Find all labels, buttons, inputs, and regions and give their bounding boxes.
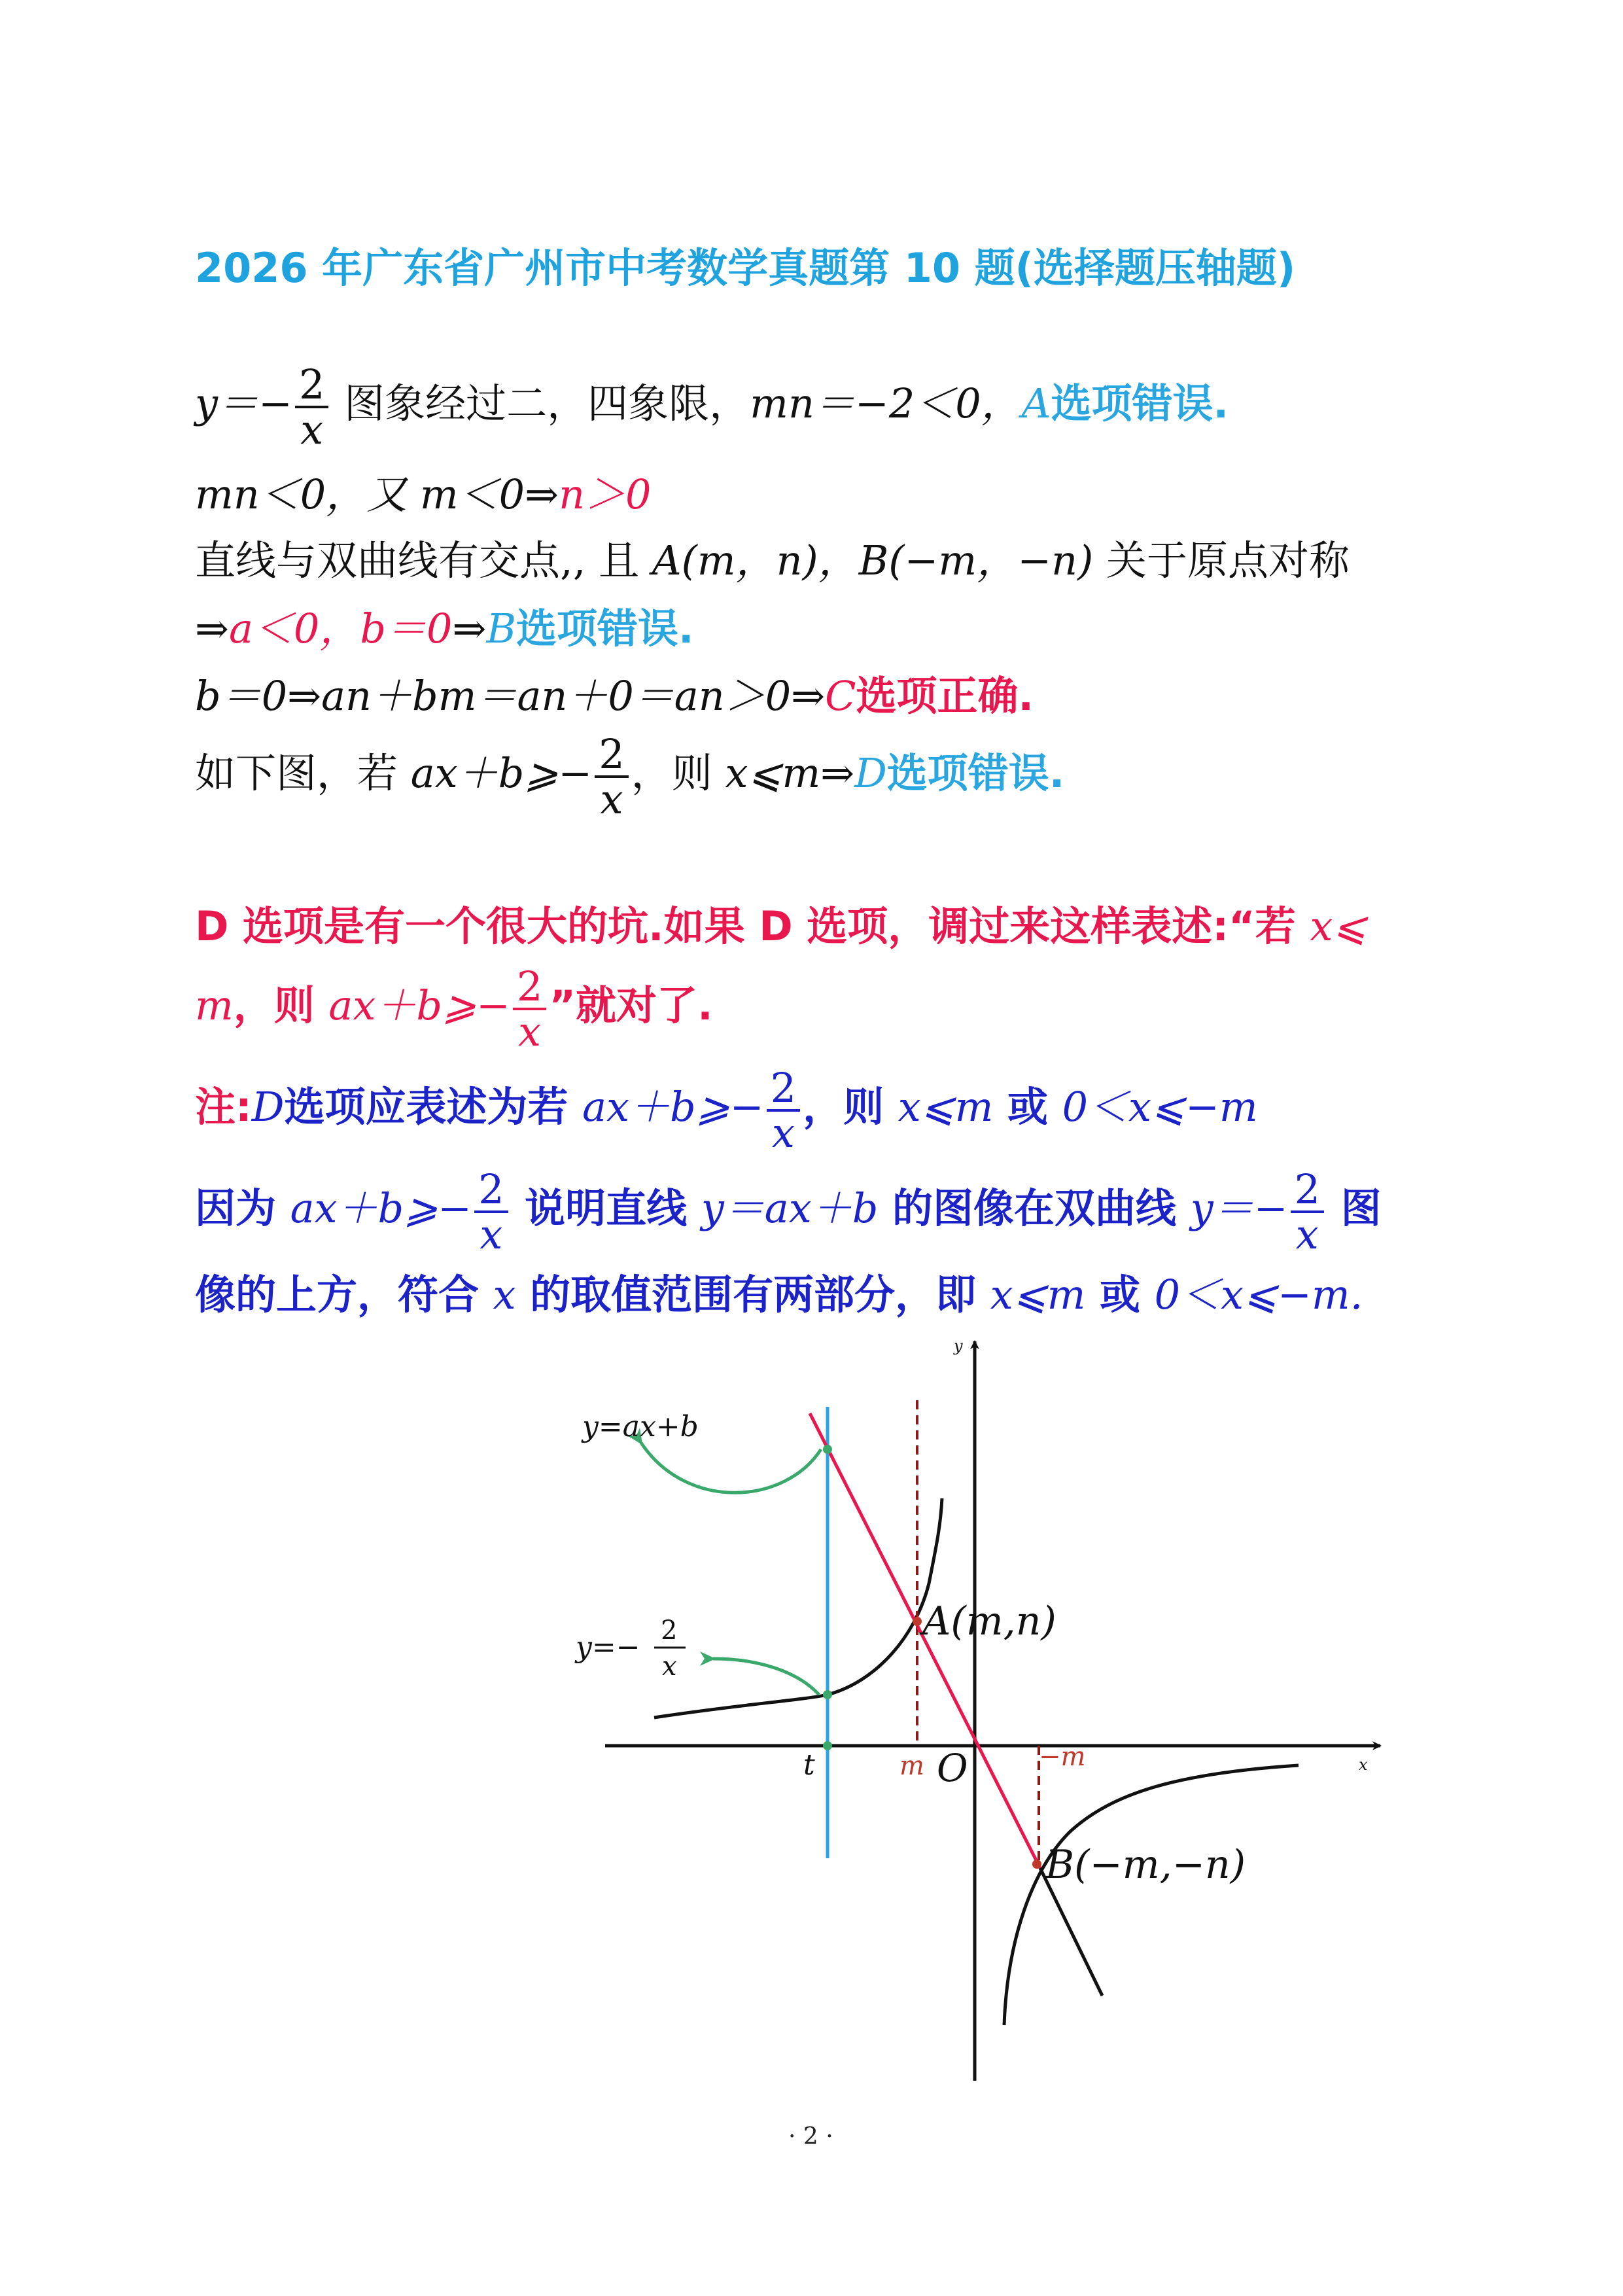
point-b-dot: [1032, 1860, 1041, 1869]
l6-text: 如下图，若: [195, 749, 411, 798]
red-note-then: ，则: [233, 981, 329, 1030]
l1-fraction: $\frac{2}{x}$: [295, 363, 328, 451]
explain-fraction-1: $\frac{2}{x}$: [474, 1168, 508, 1256]
l1-option: A: [1021, 380, 1051, 428]
neg-m-label: −m: [1039, 1742, 1086, 1772]
line-1: [195, 361, 1229, 454]
t-label: t: [803, 1748, 815, 1782]
l4-tail: 选项错误.: [516, 605, 694, 652]
l1-text: 图象经过二，四象限，: [344, 380, 750, 428]
explain-t6: 的取值范围有两部分，即: [515, 1271, 990, 1318]
note-text-2: ，则: [803, 1083, 898, 1131]
l2-math: mn＜0，又 m＜0⇒: [195, 470, 559, 518]
red-note-fraction: $\frac{2}{x}$: [513, 965, 546, 1053]
arrow-to-line-label: [641, 1443, 821, 1492]
explain-t4: 图: [1327, 1184, 1382, 1233]
point-b-label: B(−m,−n): [1045, 1842, 1246, 1888]
l3-tail: 关于原点对称: [1093, 537, 1350, 584]
t-axis-dot: [823, 1741, 832, 1750]
origin-label: O: [937, 1746, 968, 1790]
m-label: m: [899, 1751, 924, 1781]
point-a-dot: [913, 1617, 922, 1626]
line-label: y=ax+b: [582, 1410, 699, 1443]
line-4: [195, 605, 694, 652]
red-note-m: m: [195, 981, 234, 1030]
l3-text: 直线与双曲线有交点,, 且: [195, 537, 652, 584]
explain-m1: ax＋b⩾−: [290, 1184, 472, 1233]
explain-m6: 0＜x⩽−m.: [1154, 1271, 1363, 1318]
blue-note: [195, 1064, 1258, 1157]
explain-t2: 说明直线: [510, 1184, 701, 1233]
note-fraction: $\frac{2}{x}$: [767, 1067, 800, 1154]
arrow-to-hyperbola-label: [713, 1659, 819, 1695]
l4-arrow: ⇒: [195, 605, 229, 652]
l6-text2: ，则: [631, 749, 725, 798]
l4-red: a＜0，b＝0: [228, 605, 453, 652]
red-note-math: x⩽: [1310, 902, 1367, 950]
explain-t3: 的图像在双曲线: [878, 1184, 1191, 1233]
explain-line-2: [195, 1271, 1363, 1318]
hyperbola-left-branch: [654, 1498, 942, 1718]
line-5: [195, 672, 1034, 720]
note-label: 注:: [195, 1083, 252, 1131]
l3-math: A(m，n)，B(−m，−n): [652, 537, 1094, 584]
page-number: · 2 ·: [788, 2123, 833, 2150]
l6-math2: x⩽m⇒: [725, 749, 855, 798]
red-note-line-1: [195, 902, 1367, 950]
l6-option: D: [854, 749, 887, 798]
note-text-3: 或: [993, 1083, 1062, 1131]
point-a-label: A(m,n): [922, 1598, 1056, 1644]
explain-m5: x⩽m: [990, 1271, 1086, 1318]
note-math-1: ax＋b⩾−: [582, 1083, 764, 1131]
explain-line-1: [195, 1165, 1382, 1259]
hyperbola-right-branch: [1004, 1765, 1299, 2025]
l1-tail: 选项错误.: [1051, 380, 1229, 428]
l1-lhs: y＝−: [195, 380, 292, 428]
line-3: [195, 537, 1350, 584]
l5-tail: 选项正确.: [856, 672, 1034, 720]
l6-tail: 选项错误.: [886, 749, 1065, 798]
hyperbola-label-lhs: y=−: [576, 1631, 640, 1664]
l6-fraction: $\frac{2}{x}$: [595, 733, 628, 821]
note-text-1: 选项应表述为若: [284, 1083, 583, 1131]
l6-math: ax＋b⩾−: [410, 749, 593, 798]
l1-math: mn＝−2＜0，: [750, 380, 1022, 428]
y-axis-label: y: [954, 1337, 963, 1355]
hyperbola-label-den: x: [662, 1651, 677, 1682]
explain-m2: y＝ax＋b: [701, 1184, 879, 1233]
l4-option: B: [486, 605, 517, 652]
l5-math: b＝0⇒an＋bm＝an＋0＝an＞0⇒: [195, 672, 826, 720]
intersect-line-dot: [823, 1445, 832, 1454]
l4-arrow2: ⇒: [452, 605, 487, 652]
explain-t1: 因为: [195, 1184, 290, 1233]
note-option: D: [251, 1083, 285, 1131]
hyperbola-label-num: 2: [661, 1616, 678, 1646]
explain-m3: y＝−: [1190, 1184, 1288, 1233]
intersect-curve-dot: [823, 1690, 832, 1699]
explain-fraction-2: $\frac{2}{x}$: [1291, 1168, 1324, 1256]
note-math-2: x⩽m: [898, 1083, 994, 1131]
red-note-ineq: ax＋b⩾−: [328, 981, 510, 1030]
l5-option: C: [825, 672, 856, 720]
l2-red: n＞0: [559, 470, 652, 518]
x-axis-label: x: [1359, 1756, 1368, 1774]
red-note-tail: ”就对了.: [549, 981, 713, 1030]
red-note-line-2: [195, 963, 713, 1056]
line-6: [195, 730, 1065, 824]
explain-t7: 或: [1085, 1271, 1155, 1318]
note-math-3: 0＜x⩽−m: [1062, 1083, 1258, 1131]
red-note-text: D 选项是有一个很大的坑.如果 D 选项，调过来这样表述:“若: [195, 902, 1310, 950]
explain-t5: 像的上方，符合: [195, 1271, 493, 1318]
line-2: [195, 470, 652, 518]
explain-m4: x: [493, 1271, 516, 1318]
function-graph: [563, 1322, 1400, 2100]
page-title: 2026 年广东省广州市中考数学真题第 10 题(选择题压轴题): [195, 244, 1296, 292]
